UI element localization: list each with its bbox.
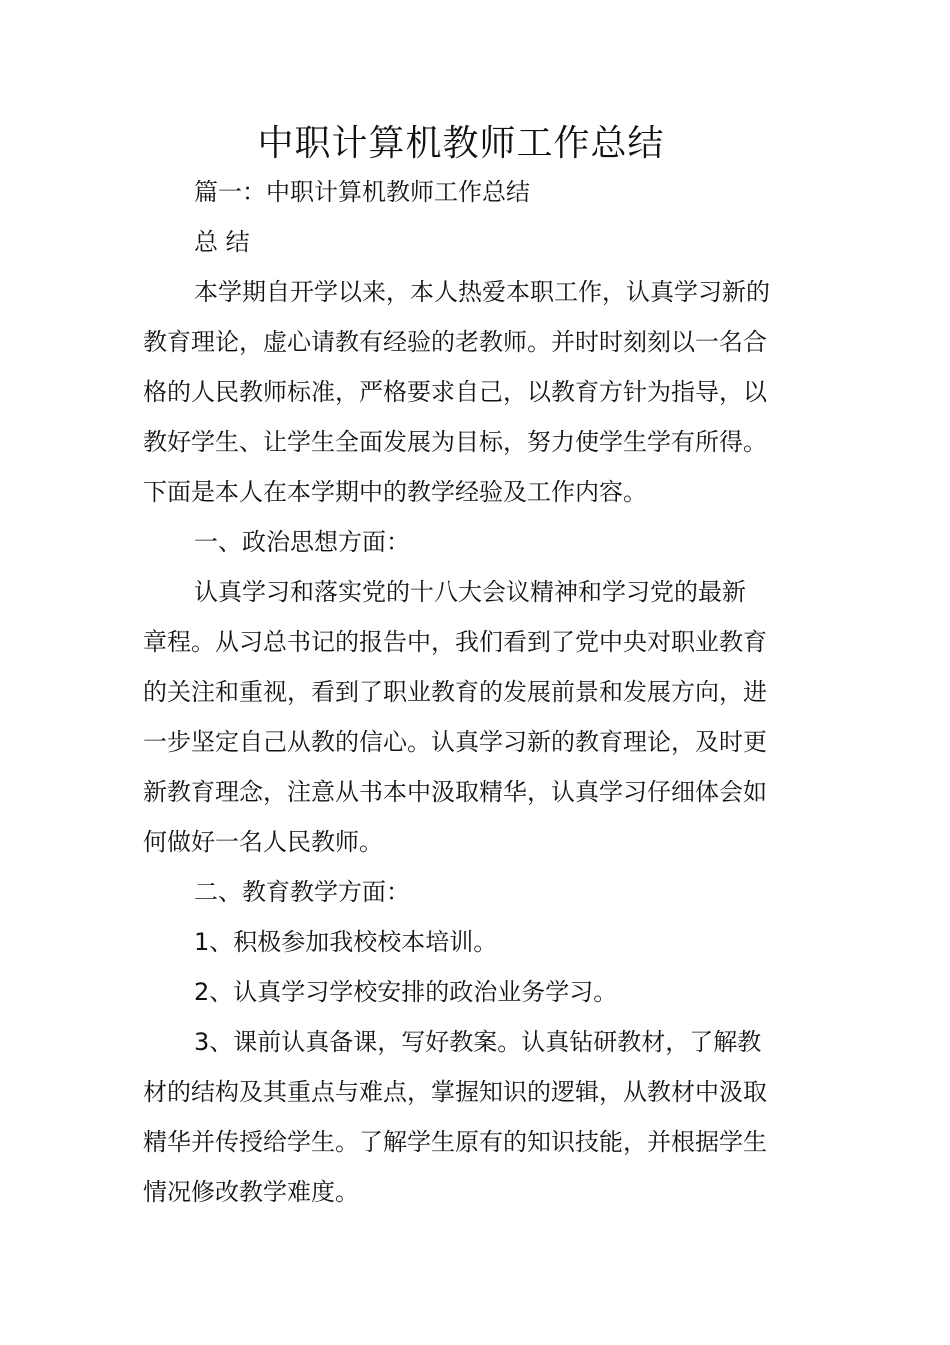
paragraph-line: 精华并传授给学生。了解学生原有的知识技能，并根据学生 xyxy=(143,1128,767,1156)
paragraph-line: 章程。从习总书记的报告中，我们看到了党中央对职业教育 xyxy=(143,628,767,656)
paragraph-line: 情况修改教学难度。 xyxy=(143,1178,359,1206)
section-heading-political: 一、政治思想方面： xyxy=(194,528,410,556)
list-item: 3、课前认真备课，写好教案。认真钻研教材，了解教 xyxy=(194,1028,762,1056)
paragraph-line: 教好学生、让学生全面发展为目标，努力使学生学有所得。 xyxy=(143,428,767,456)
section-heading-teaching: 二、教育教学方面： xyxy=(194,878,410,906)
paragraph-line: 的关注和重视，看到了职业教育的发展前景和发展方向，进 xyxy=(143,678,767,706)
paragraph-line: 下面是本人在本学期中的教学经验及工作内容。 xyxy=(143,478,647,506)
paragraph-line: 材的结构及其重点与难点，掌握知识的逻辑，从教材中汲取 xyxy=(143,1078,767,1106)
paragraph-line: 认真学习和落实党的十八大会议精神和学习党的最新 xyxy=(194,578,746,606)
paragraph-line: 新教育理念，注意从书本中汲取精华，认真学习仔细体会如 xyxy=(143,778,767,806)
summary-label: 总 结 xyxy=(194,228,250,256)
document-title: 中职计算机教师工作总结 xyxy=(257,123,665,164)
paragraph-line: 格的人民教师标准，严格要求自己，以教育方针为指导，以 xyxy=(143,378,767,406)
paragraph-line: 教育理论，虚心请教有经验的老教师。并时时刻刻以一名合 xyxy=(143,328,767,356)
section-heading-part-one: 篇一：中职计算机教师工作总结 xyxy=(194,178,530,206)
paragraph-line: 本学期自开学以来，本人热爱本职工作，认真学习新的 xyxy=(194,278,770,306)
list-item: 1、积极参加我校校本培训。 xyxy=(194,928,498,956)
paragraph-line: 何做好一名人民教师。 xyxy=(143,828,383,856)
list-item: 2、认真学习学校安排的政治业务学习。 xyxy=(194,978,618,1006)
paragraph-line: 一步坚定自己从教的信心。认真学习新的教育理论，及时更 xyxy=(143,728,767,756)
